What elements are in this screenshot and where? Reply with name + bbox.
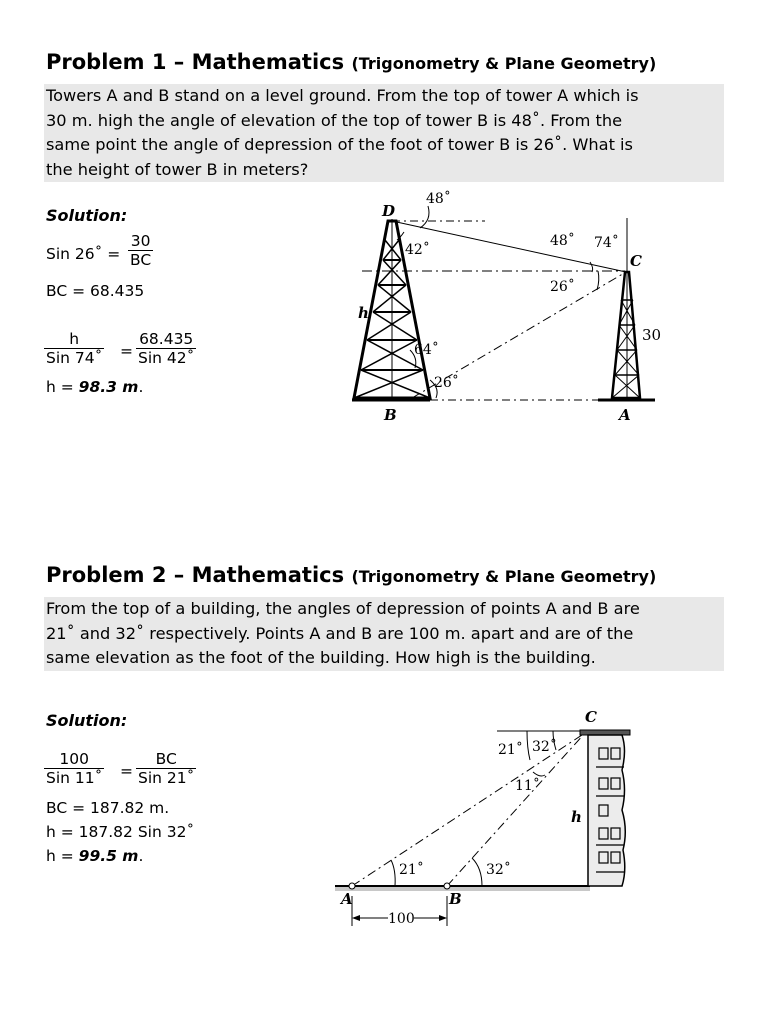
fig2-label-h: h (571, 808, 582, 826)
problem2-step3: h = 187.82 Sin 32˚ (46, 823, 195, 841)
problem2-step1-left-num: 100 (59, 750, 89, 768)
problem2-answer-suffix: . (138, 847, 144, 865)
problem2-title (46, 563, 656, 587)
problem1-step1-left: Sin 26˚ = (46, 245, 121, 263)
problem1-step1-den: BC (130, 251, 152, 269)
problem1-step1-fraction (128, 232, 153, 269)
fig2-angle-32-top: 32˚ (532, 739, 557, 755)
problem1-answer (46, 378, 143, 396)
problem2-title-sub: (Trigonometry & Plane Geometry) (351, 567, 657, 586)
fig1-angle-26-bottom: 26˚ (434, 375, 459, 391)
problem1-statement-line: 30 m. high the angle of elevation of the top of tower B is 48˚. From the (46, 110, 623, 130)
fig1-angle-26-right: 26˚ (550, 279, 575, 295)
problem2-title-main: Problem 2 – Mathematics (46, 563, 345, 587)
problem1-solution-label: Solution: (46, 206, 128, 225)
problem2-step1-equals: = (120, 762, 133, 780)
problem2-step1-right-den: Sin 21˚ (138, 769, 195, 787)
problem1-title (46, 50, 656, 74)
problem2-answer-value: 99.5 m (78, 847, 139, 865)
fig2-angle-32-bottom: 32˚ (486, 862, 511, 878)
problem1-step2: BC = 68.435 (46, 282, 145, 300)
fig1-label-d: D (382, 202, 396, 220)
fig1-angle-42: 42˚ (405, 242, 430, 258)
problem1-statement (44, 84, 724, 182)
problem1-step3-right-fraction (136, 330, 196, 367)
problem2-answer (46, 847, 143, 865)
problem1-figure (340, 182, 670, 427)
problem2-step1-right-num: BC (155, 750, 177, 768)
problem1-step3-left-den: Sin 74˚ (46, 349, 103, 367)
fig1-angle-64: 64˚ (414, 342, 439, 358)
problem1-statement-line: the height of tower B in meters? (46, 159, 309, 179)
problem2-statement-line: same elevation as the foot of the building. How high is the building. (46, 648, 596, 667)
problem2-step1-left-fraction (44, 750, 104, 787)
problem1-title-sub: (Trigonometry & Plane Geometry) (351, 54, 657, 73)
problem2-statement-line: From the top of a building, the angles of depression of points A and B are (46, 599, 640, 618)
problem1-step3-right-den: Sin 42˚ (138, 349, 195, 367)
problem1-title-main: Problem 1 – Mathematics (46, 50, 345, 74)
fig2-label-c: C (585, 708, 597, 726)
fig2-angle-21-top: 21˚ (498, 742, 523, 758)
problem1-statement-line: same point the angle of depression of the foot of tower B is 26˚. What is (46, 135, 633, 154)
fig1-angle-48-top: 48˚ (426, 191, 451, 207)
fig2-angle-21-bottom: 21˚ (399, 862, 424, 878)
problem2-statement (44, 597, 724, 671)
fig1-angle-48-right: 48˚ (550, 233, 575, 249)
fig1-label-h: h (358, 304, 369, 322)
fig1-label-c: C (630, 252, 642, 270)
problem2-figure (330, 705, 650, 935)
fig2-label-b: B (449, 890, 462, 908)
problem1-step3-equals: = (120, 342, 133, 360)
problem1-answer-value: 98.3 m (78, 378, 139, 396)
problem2-answer-prefix: h = (46, 847, 79, 865)
problem1-step3-right-num: 68.435 (139, 330, 194, 348)
problem1-step1-num: 30 (130, 232, 151, 250)
fig1-angle-74: 74˚ (594, 235, 619, 251)
fig1-label-a: A (619, 406, 631, 424)
problem1-statement-line: Towers A and B stand on a level ground. From the top of tower A which is (46, 86, 639, 105)
fig1-label-b: B (384, 406, 397, 424)
fig2-angle-11: 11˚ (515, 778, 540, 794)
fig2-label-a: A (341, 890, 353, 908)
fig2-distance-100: 100 (388, 911, 415, 927)
building-icon (580, 730, 630, 886)
problem1-step3-left-num: h (69, 330, 80, 348)
problem1-step3-left-fraction (44, 330, 104, 367)
problem2-step2: BC = 187.82 m. (46, 799, 170, 817)
problem2-step1-right-fraction (136, 750, 196, 787)
problem2-statement-line: 21˚ and 32˚ respectively. Points A and B are 100 m. apart and are of the (46, 623, 634, 643)
fig1-height-30: 30 (642, 326, 662, 344)
problem1-answer-prefix: h = (46, 378, 79, 396)
problem1-answer-suffix: . (138, 378, 144, 396)
tower-a-icon (612, 272, 640, 398)
problem2-solution-label: Solution: (46, 711, 128, 730)
problem2-step1-left-den: Sin 11˚ (46, 769, 103, 787)
